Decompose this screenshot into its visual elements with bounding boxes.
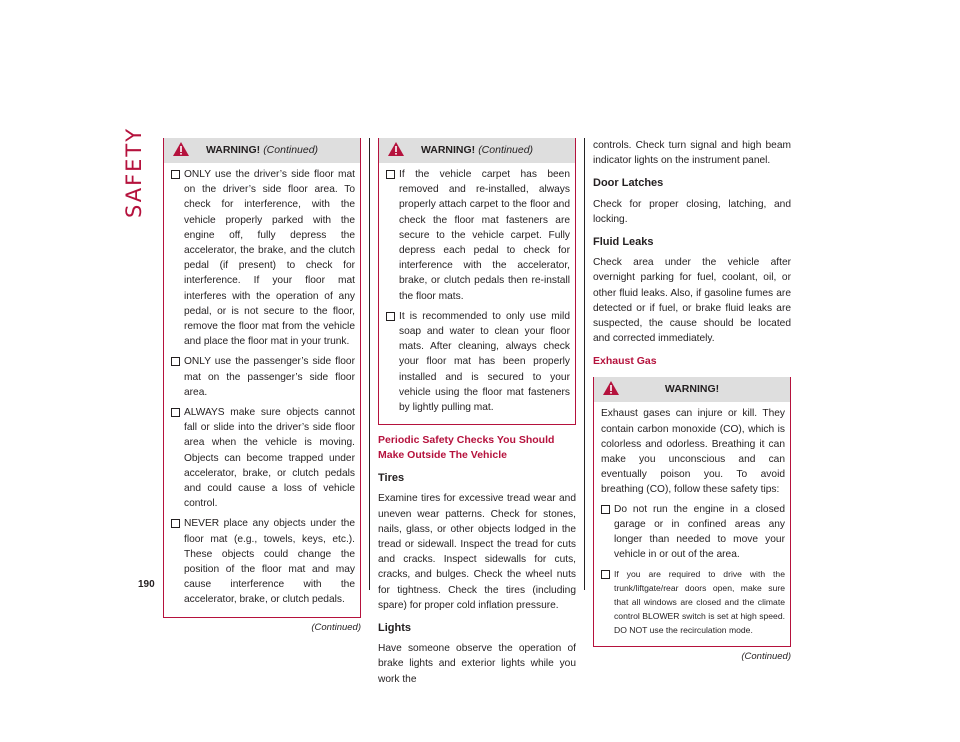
warning-box — [378, 138, 576, 425]
list-item: NEVER place any objects under the floor mat (e.g., towels, keys, etc.). These objects could change the position of the floor mat and may cause interference with the accelerator, brake, or clutch pedals. — [171, 516, 355, 607]
lights-text-continued: controls. Check turn signal and high beam indicator lights on the instrument panel. — [593, 140, 791, 167]
warning-continued: (Continued) — [478, 143, 534, 156]
warning-box — [593, 377, 791, 647]
warning-title: WARNING! — [664, 383, 720, 396]
checkbox-bullet-icon — [171, 408, 180, 417]
checkbox-bullet-icon — [601, 570, 610, 579]
door-latches-heading: Door Latches — [593, 177, 664, 190]
warning-title: WARNING! — [205, 143, 261, 156]
checkbox-bullet-icon — [601, 505, 610, 514]
lights-heading: Lights — [378, 622, 411, 635]
list-item: ONLY use the driver’s side floor mat on the driver’s side floor area. To check for interference, with the vehicle properly parked with the engine off, fully depress the accelerator, the brake, and the clutch pedal (if present) to check for interference. If your floor mat interferes with the operation of any pedal, or is not secure to the floor, remove the floor mat from the vehicle and place the floor mat in your trunk. — [171, 167, 355, 349]
warning-continued: (Continued) — [263, 143, 319, 156]
tires-text: Examine tires for excessive tread wear and uneven wear patterns. Check for stones, nails, glass, or other objects lodged in the tread or sidewall. Inspect the tread for cuts and cracks. Inspect sidewalls for cuts, cracks, and bulges. Check the wheel nuts for tightness. Check the tires (including spare) for proper cold inflation pressure. — [378, 493, 576, 611]
exhaust-gas-heading: Exhaust Gas — [593, 355, 657, 368]
fluid-leaks-text: Check area under the vehicle after overnight parking for fuel, coolant, oil, or other fluid leaks. Also, if gasoline fumes are detected or if fuel, or brake fluid leaks are suspected, the cause should be located and corrected immediately. — [593, 257, 791, 345]
checkbox-bullet-icon — [171, 519, 180, 528]
list-item: If you are required to drive with the trunk/liftgate/rear doors open, make sure that all windows are closed and the climate control BLOWER switch is set at high speed. DO NOT use the recirculation mode. — [601, 567, 785, 637]
tires-heading: Tires — [378, 472, 405, 485]
warning-header — [164, 138, 360, 163]
fluid-leaks-heading: Fluid Leaks — [593, 236, 654, 249]
warning-box — [163, 138, 361, 618]
checkbox-bullet-icon — [171, 357, 180, 366]
list-item: If the vehicle carpet has been removed and re-installed, always properly attach carpet to the floor and check the floor mat fasteners are secure to the vehicle carpet. Fully depress each pedal to check for interference with the accelerator, brake, or clutch pedals then re-install the floor mats. — [386, 167, 570, 304]
lights-text: Have someone observe the operation of brake lights and exterior lights while you work the — [378, 643, 576, 685]
column-divider — [369, 138, 370, 590]
warning-header — [379, 138, 575, 163]
warning-triangle-icon — [387, 141, 405, 157]
page-number: 190 — [138, 579, 155, 590]
list-item: It is recommended to only use mild soap and water to clean your floor mats. After cleaning, always check your floor mat has been properly installed and is secured to your vehicle using the floor mat fasteners by lightly pulling mat. — [386, 309, 570, 415]
warning-title: WARNING! — [420, 143, 476, 156]
column-1 — [163, 138, 361, 635]
checkbox-bullet-icon — [386, 312, 395, 321]
warning-intro: Exhaust gases can injure or kill. They contain carbon monoxide (CO), which is colorless and odorless. Breathing it can make you unconscious and can eventually poison you. To avoid breathing (CO), follow these safety tips: — [601, 408, 785, 496]
column-2 — [378, 138, 576, 695]
column-3 — [593, 138, 791, 665]
column-divider — [584, 138, 585, 590]
section-title: SAFETY — [122, 126, 146, 218]
checkbox-bullet-icon — [171, 170, 180, 179]
section-heading: Periodic Safety Checks You Should Make Outside The Vehicle — [378, 434, 555, 462]
checkbox-bullet-icon — [386, 170, 395, 179]
continued-note: (Continued) — [741, 651, 791, 663]
list-item: ALWAYS make sure objects cannot fall or slide into the driver’s side floor area when the vehicle is moving. Objects can become trapped under accelerator, brake, or clutch pedals and could cause a loss of vehicle control. — [171, 405, 355, 511]
warning-triangle-icon — [172, 141, 190, 157]
door-latches-text: Check for proper closing, latching, and locking. — [593, 198, 791, 225]
continued-note: (Continued) — [311, 621, 361, 633]
list-item: Do not run the engine in a closed garage or in confined areas any longer than needed to move your vehicle in or out of the area. — [601, 502, 785, 563]
list-item: ONLY use the passenger’s side floor mat on the passenger’s side floor area. — [171, 354, 355, 400]
warning-triangle-icon — [602, 380, 620, 396]
warning-header — [594, 377, 790, 402]
